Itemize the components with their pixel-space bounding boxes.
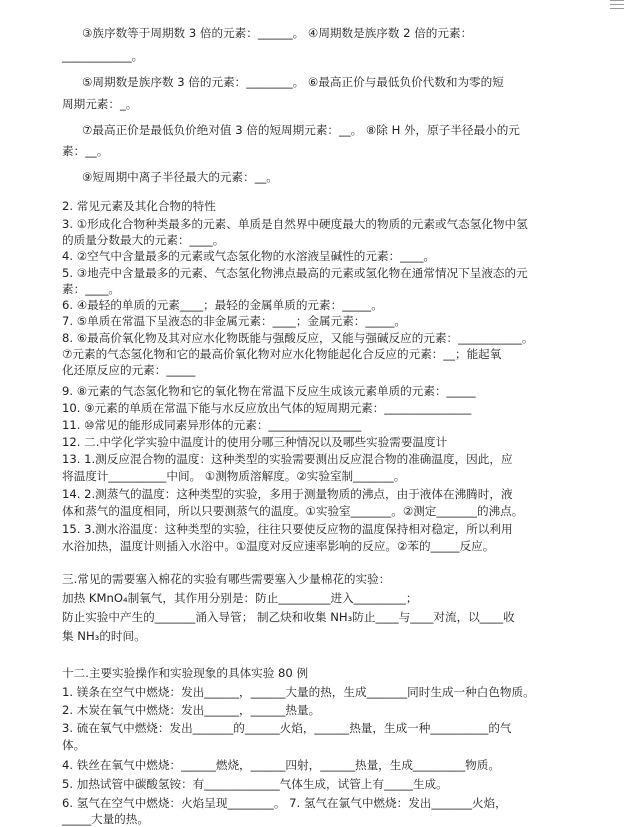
text-line: 水浴加热，温度计则插入水浴中。①温度对反应速率影响的反应。②苯的_____反应。 [62, 539, 495, 553]
text-line: _____大量的热。 [62, 812, 149, 826]
text-line: 加热 KMnO₄制氧气，其作用分别是：防止_________进入_________； [62, 591, 418, 605]
text-line: ____________。 [62, 49, 144, 63]
text-line: 防止实验中产生的_______涌入导管； 制乙炔和收集 NH₃防止____与____对流，以____收 [62, 610, 515, 624]
text-line: 10. ⑨元素的单质在常温下能与水反应放出气体的短周期元素：_______________ [62, 401, 472, 415]
page-corner-mark [610, 0, 624, 10]
text-line: 9. ⑧元素的气态氢化物和它的氧化物在常温下反应生成该元素单质的元素：_____ [62, 384, 476, 398]
text-line: ⑦元素的气态氢化物和它的最高价氧化物对应水化物能起化合反应的元素：__；能起氧 [62, 347, 502, 361]
text-line: 将温度计__________中间。 ①测物质溶解度。②实验室制_______。 [62, 469, 406, 483]
text-line: 素：__。 [62, 144, 109, 158]
text-line: 5. 加热试管中碳酸氢铵：有_____________气体生成，试管上有_____生成。 [62, 777, 448, 791]
text-line: 的质量分数最大的元素：____。 [62, 233, 225, 247]
text-line: 5. ③地壳中含量最多的元素、气态氢化物沸点最高的元素或氢化物在通常情况下呈液态的元 [62, 266, 528, 280]
text-line: 15. 3.测水浴温度：这种类型的实验，往往只要使反应物的温度保持相对稳定，所以利用 [62, 522, 513, 536]
text-line: 1. 镁条在空气中燃烧：发出______，______大量的热，生成_______同时生成一种白色物质。 [62, 685, 535, 699]
text-line: 体。 [62, 738, 86, 752]
section-heading: 2. 常见元素及其化合物的特性 [62, 199, 216, 213]
text-line: 体和蒸气的温度相同，所以只要测蒸气的温度。①实验室_______。②测定_______的沸点。 [62, 504, 524, 518]
text-line: 8. ⑥最高价氧化物及其对应水化物既能与强酸反应，又能与强碱反应的元素：___________。 [62, 331, 534, 345]
text-line: 集 NH₃的时间。 [62, 629, 146, 643]
text-line: ③族序数等于周期数 3 倍的元素：______。 ④周期数是族序数 2 倍的元素： [82, 26, 473, 40]
text-line: 13. 1.测反应混合物的温度：这种类型的实验需要测出反应混合物的准确温度，因此，应 [62, 452, 513, 466]
text-line: 6. 氢气在空气中燃烧：火焰呈现________。 7. 氢气在氯气中燃烧：发出_______火焰， [62, 796, 507, 810]
text-line: ⑤周期数是族序数 3 倍的元素：________。 ⑥最高正价与最低负价代数和为零的短 [82, 75, 504, 89]
text-line: ⑨短周期中离子半径最大的元素：__。 [82, 170, 278, 184]
text-line: ⑦最高正价是最低负价绝对值 3 倍的短周期元素：__。 ⑧除 H 外，原子半径最小的元 [82, 123, 520, 137]
section-heading: 十二.主要实验操作和实验现象的具体实验 80 例 [62, 666, 309, 680]
text-line: 11. ⑩常见的能形成同素异形体的元素：________________ [62, 418, 362, 432]
section-heading: 三.常见的需要塞入棉花的实验有哪些需要塞入少量棉花的实验： [62, 572, 391, 586]
text-line: 14. 2.测蒸气的温度：这种类型的实验，多用于测量物质的沸点，由于液体在沸腾时，液 [62, 487, 513, 501]
text-line: 7. ⑤单质在常温下呈液态的非金属元素：____；金属元素：_____。 [62, 314, 406, 328]
text-line: 2. 木炭在氧气中燃烧：发出______，______热量。 [62, 703, 321, 717]
text-line: 素：____。 [62, 282, 120, 296]
text-line: 4. ②空气中含量最多的元素或气态氢化物的水溶液呈碱性的元素：____。 [62, 249, 435, 263]
section-heading: 12. 二.中学化学实验中温度计的使用分哪三种情况以及哪些实验需要温度计 [62, 435, 448, 449]
text-line: 6. ④最轻的单质的元素____；最轻的金属单质的元素：_____。 [62, 298, 383, 312]
text-line: 周期元素：_。 [62, 97, 138, 111]
text-line: 4. 铁丝在氧气中燃烧：______燃烧，______四射，______热量，生成_________物质。 [62, 758, 500, 772]
text-line: 3. 硫在氧气中燃烧：发出_______的______火焰，______热量，生成一种__________的气 [62, 721, 512, 735]
text-line: 化还原反应的元素：_____ [62, 363, 196, 377]
text-line: 3. ①形成化合物种类最多的元素、单质是自然界中硬度最大的物质的元素或气态氢化物中氢 [62, 217, 528, 231]
